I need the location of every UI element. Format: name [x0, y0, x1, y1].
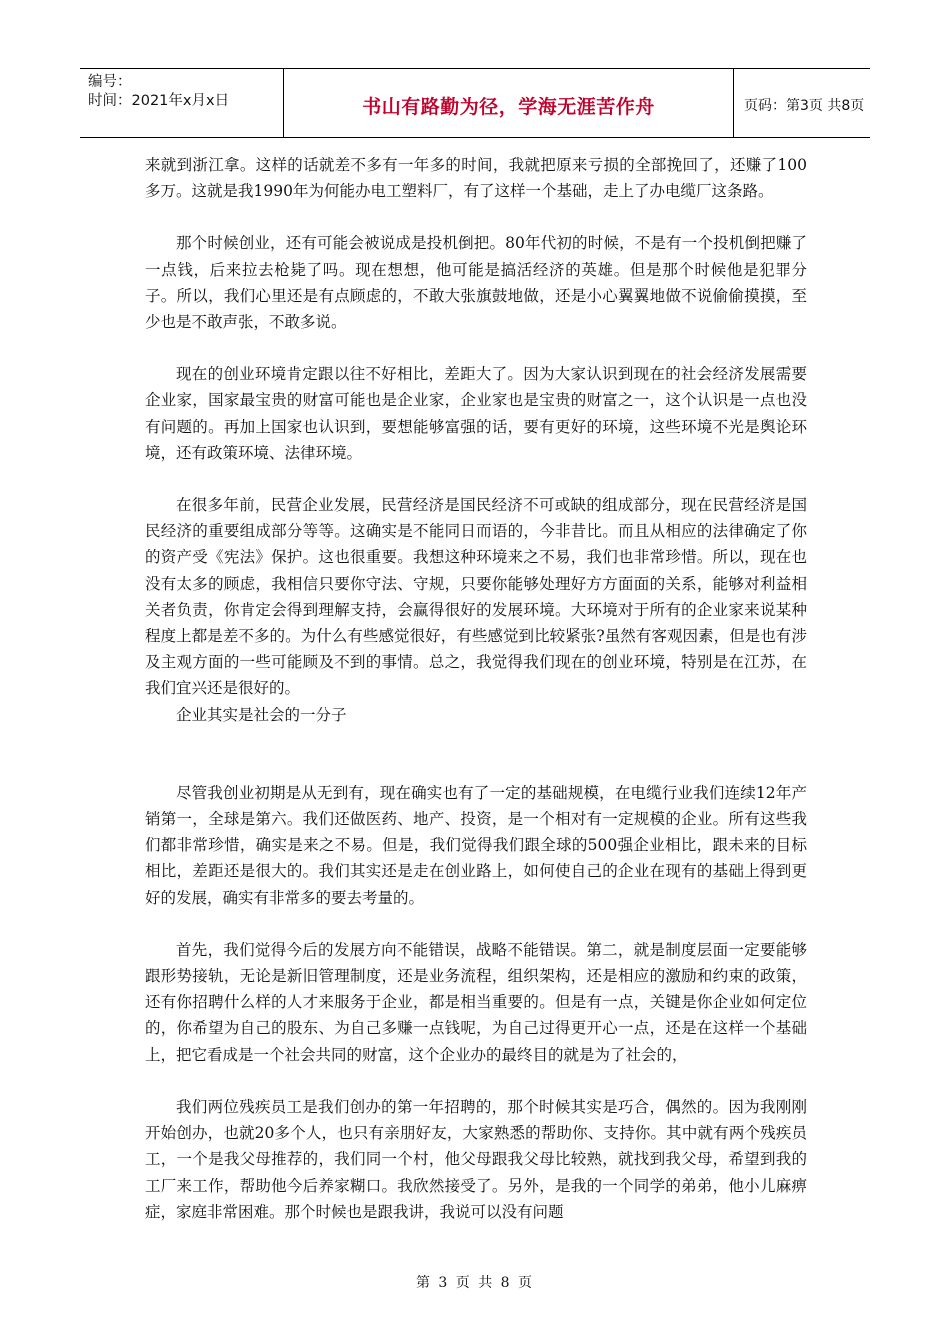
- header-page-info: 页码：第3页 共8页: [744, 98, 865, 114]
- paragraph: 尽管我创业初期是从无到有，现在确实也有了一定的基础规模，在电缆行业我们连续12年产销第一，全球是第六。我们还做医药、地产、投资，是一个相对有一定规模的企业。所有这些我们都非常珍惜，确实是来之不易。但是，我们觉得我们跟全球的500强企业相比，跟未来的目标相比，差距还是很大的。我们其实还是走在创业路上，如何使自己的企业在现有的基础上得到更好的发展，确实有非常多的要去考量的。: [145, 783, 807, 907]
- section-heading: 企业其实是社会的一分子: [176, 705, 347, 724]
- paragraph: 那个时候创业，还有可能会被说成是投机倒把。80年代初的时候，不是有一个投机倒把赚了一点钱，后来拉去枪毙了吗。现在想想，他可能是搞活经济的英雄。但是那个时候他是犯罪分子。所以，我们心里还是有点顾虑的，不敢大张旗鼓地做，还是小心翼翼地做不说偷偷摸摸，至少也是不敢声张，不敢多说。: [145, 234, 807, 332]
- paragraph: 在很多年前，民营企业发展，民营经济是国民经济不可或缺的组成部分，现在民营经济是国民经济的重要组成部分等等。这确实是不能同日而语的，今非昔比。而且从相应的法律确定了你的资产受《宪法》保护。这也很重要。我想这种环境来之不易，我们也非常珍惜。所以，现在也没有太多的顾虑，我相信只要你守法、守规，只要你能够处理好方方面面的关系，能够对利益相关者负责，你肯定会得到理解支持，会赢得很好的发展环境。大环境对于所有的企业家来说某种程度上都是差不多的。为什么有些感觉很好，有些感觉到比较紧张?虽然有客观因素，但是也有涉及主观方面的一些可能顾及不到的事情。总之，我觉得我们现在的创业环境，特别是在江苏，在我们宜兴还是很好的。: [145, 496, 807, 698]
- page-footer: 第 3 页 共 8 页: [415, 1275, 535, 1291]
- paragraph: 首先，我们觉得今后的发展方向不能错误，战略不能错误。第二，就是制度层面一定要能够跟形势接轨，无论是新旧管理制度，还是业务流程，组织架构，还是相应的激励和约束的政策，还有你招聘什么样的人才来服务于企业，都是相当重要的。但是有一点，关键是你企业如何定位的，你希望为自己的股东、为自己多赚一点钱呢，为自己过得更开心一点，还是在这样一个基础上，把它看成是一个社会共同的财富，这个企业办的最终目的就是为了社会的，: [145, 940, 807, 1064]
- header-page-info-cell: [734, 69, 870, 137]
- header-motto: 书山有路勤为径，学海无涯苦作舟: [362, 95, 655, 118]
- paragraph: 现在的创业环境肯定跟以往不好相比，差距大了。因为大家认识到现在的社会经济发展需要企业家，国家最宝贵的财富可能也是企业家，企业家也是宝贵的财富之一，这个认识是一点也没有问题的。再加上国家也认识到，要想能够富强的话，要有更好的环境，这些环境不光是舆论环境，还有政策环境、法律环境。: [145, 365, 807, 462]
- document-number-label: 编号：: [88, 74, 132, 90]
- paragraph: 我们两位残疾员工是我们创办的第一年招聘的，那个时候其实是巧合，偶然的。因为我刚刚开始创办，也就20多个人，也只有亲朋好友，大家熟悉的帮助你、支持你。其中就有两个残疾员工，一个是我父母推荐的，我们同一个村，他父母跟我父母比较熟，就找到我父母，希望到我的工厂来工作，帮助他今后养家糊口。我欣然接受了。另外，是我的一个同学的弟弟，他小儿麻痹症，家庭非常困难。那个时候也是跟我讲，我说可以没有问题: [145, 1097, 807, 1221]
- document-body: [145, 152, 807, 1225]
- document-date-label: 时间：2021年x月x日: [88, 93, 230, 109]
- header-motto-cell: [283, 69, 734, 137]
- header-meta: [80, 69, 283, 137]
- paragraph: 来就到浙江拿。这样的话就差不多有一年多的时间，我就把原来亏损的全部挽回了，还赚了100多万。这就是我1990年为何能办电工塑料厂，有了这样一个基础，走上了办电缆厂这条路。: [145, 156, 807, 201]
- page-header: [80, 68, 870, 138]
